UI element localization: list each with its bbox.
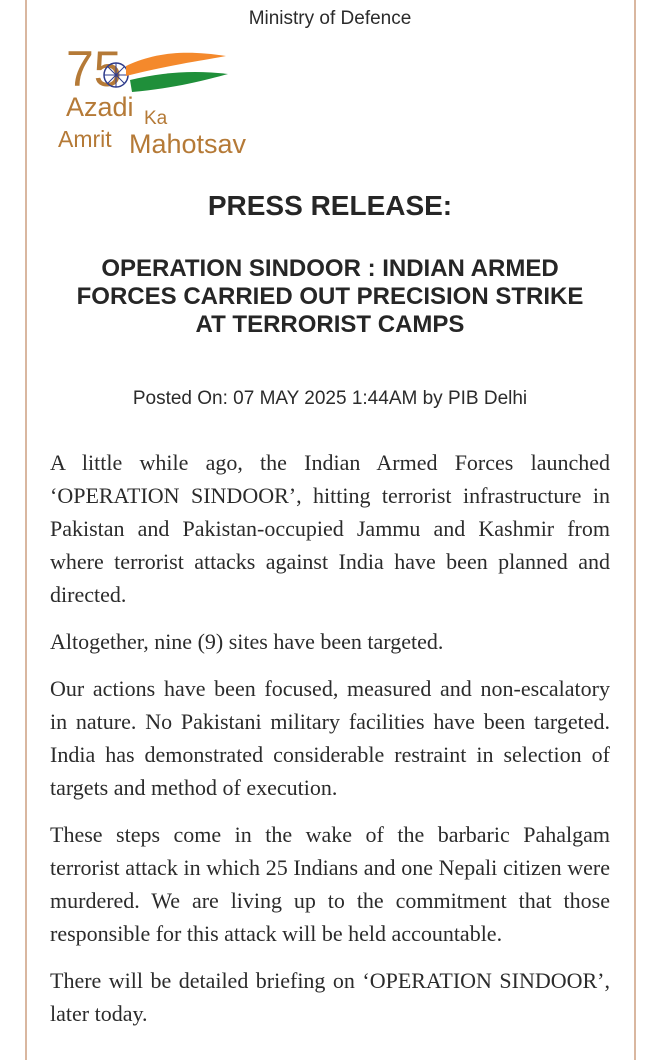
- press-release-label: PRESS RELEASE:: [207, 190, 453, 221]
- green-flag-icon: [130, 72, 228, 92]
- azadi-ka-amrit-mahotsav-logo: [56, 36, 276, 160]
- logo-azadi: Azadi: [66, 92, 134, 122]
- body-paragraph-1: A little while ago, the Indian Armed Forces launched ‘OPERATION SINDOOR’, hitting terrorist infrastructure in Pakistan and Pakistan-occupied Jammu and Kashmir from where terrorist attacks against India have been planned and directed.: [50, 450, 610, 607]
- ministry-name: Ministry of Defence: [248, 8, 412, 29]
- logo-75: 75: [66, 41, 122, 97]
- page-border-left: [25, 0, 27, 1060]
- press-release-headline: OPERATION SINDOOR : INDIAN ARMED FORCES CARRIED OUT PRECISION STRIKE AT TERRORIST CAMPS: [76, 255, 584, 338]
- logo-mahotsav: Mahotsav: [129, 129, 247, 159]
- logo-ka: Ka: [144, 108, 168, 129]
- body-paragraph-5: There will be detailed briefing on ‘OPERATION SINDOOR’, later today.: [50, 968, 610, 1026]
- posted-on-line: Posted On: 07 MAY 2025 1:44AM by PIB Delhi: [132, 388, 528, 409]
- page-border-right: [634, 0, 636, 1060]
- press-release-body: [50, 446, 610, 1044]
- chakra-spokes-icon: [104, 63, 128, 87]
- body-paragraph-3: Our actions have been focused, measured and non-escalatory in nature. No Pakistani military facilities have been targeted. India has demonstrated considerable restraint in selection of targets and method of execution.: [50, 676, 610, 800]
- body-paragraph-4: These steps come in the wake of the barbaric Pahalgam terrorist attack in which 25 Indians and one Nepali citizen were murdered. We are living up to the commitment that those responsible for this attack will be held accountable.: [50, 822, 610, 946]
- body-paragraph-2: Altogether, nine (9) sites have been targeted.: [50, 629, 444, 654]
- logo-amrit: Amrit: [58, 126, 112, 152]
